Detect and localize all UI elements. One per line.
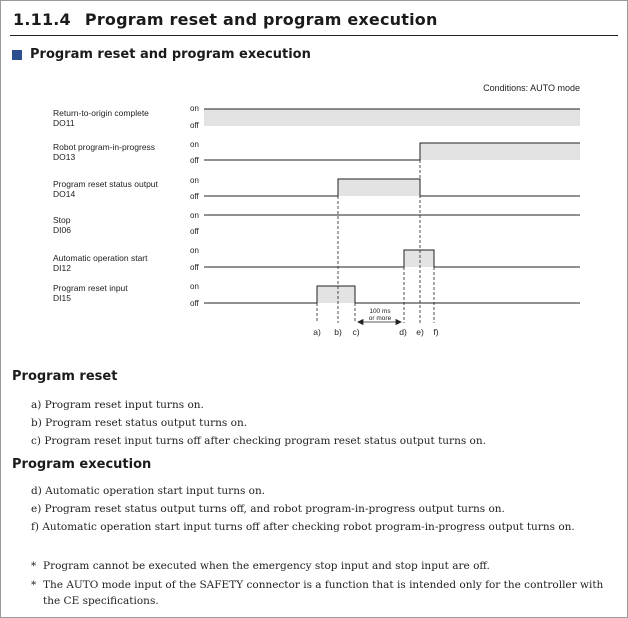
marker-label-a: a) (313, 327, 321, 337)
signal-name-di12: Automatic operation start (53, 253, 148, 263)
on-label-do11: on (190, 104, 199, 113)
shade-do14 (338, 179, 420, 196)
note-text: Program cannot be executed when the emergency stop input and stop input are off. (43, 560, 490, 572)
signal-name-di06: Stop (53, 215, 71, 225)
program-reset-item-b: b) Program reset status output turns on. (31, 417, 248, 429)
signal-name-do14: Program reset status output (53, 179, 158, 189)
program-execution-item-e: e) Program reset status output turns off, and robot program-in-progress output turns on. (31, 503, 505, 515)
off-label-di06: off (190, 227, 199, 236)
interval-arrow-right-icon (396, 320, 401, 325)
interval-label-2: or more (368, 315, 392, 322)
signal-code-do11: DO11 (53, 118, 75, 128)
signal-name-do11: Return-to-origin complete (53, 108, 149, 118)
signal-name-do13: Robot program-in-progress (53, 142, 156, 152)
program-execution-item-d: d) Automatic operation start input turns on. (31, 485, 266, 497)
signal-code-di15: DI15 (53, 293, 71, 303)
signal-code-do14: DO14 (53, 189, 76, 199)
signal-code-di12: DI12 (53, 263, 71, 273)
signal-code-di06: DI06 (53, 225, 71, 235)
off-label-do14: off (190, 192, 199, 201)
off-label-do13: off (190, 156, 199, 165)
program-reset-item-c: c) Program reset input turns off after checking program reset status output turns on. (31, 435, 486, 447)
on-label-di12: on (190, 246, 199, 255)
section-title: Program reset and program execution (84, 10, 438, 29)
marker-label-c: c) (352, 327, 360, 337)
shade-do13 (420, 143, 580, 160)
program-reset-title: Program reset (12, 369, 118, 384)
marker-label-e: e) (416, 327, 424, 337)
program-execution-title: Program execution (12, 457, 152, 472)
trace-di15 (204, 286, 580, 303)
interval-label-1: 100 ms (369, 308, 391, 315)
note-text: The AUTO mode input of the SAFETY connector is a function that is intended only for the controller with the CE specifications. (43, 579, 604, 607)
note-emergency-stop (31, 558, 611, 574)
shade-di15 (317, 286, 355, 303)
note-bullet: * (31, 579, 37, 591)
on-label-di15: on (190, 282, 199, 291)
marker-label-f: f) (433, 327, 439, 337)
signal-name-di15: Program reset input (53, 283, 128, 293)
marker-label-d: d) (399, 327, 407, 337)
program-reset-item-a: a) Program reset input turns on. (31, 399, 204, 411)
signal-code-do13: DO13 (53, 152, 76, 162)
shade-do11 (204, 109, 580, 126)
shade-di12 (404, 250, 434, 267)
marker-label-b: b) (334, 327, 342, 337)
section-number: 1.11.4 (13, 10, 71, 29)
note-auto-mode (31, 577, 611, 609)
off-label-do11: off (190, 121, 199, 130)
subheading-text: Program reset and program execution (30, 47, 311, 62)
conditions-label: Conditions: AUTO mode (483, 83, 580, 93)
on-label-do13: on (190, 140, 199, 149)
off-label-di15: off (190, 299, 199, 308)
interval-arrow-left-icon (358, 320, 363, 325)
note-bullet: * (31, 560, 37, 572)
trace-di12 (204, 250, 580, 267)
program-execution-item-f: f) Automatic operation start input turns off after checking robot program-in-progress output turns on. (31, 521, 575, 533)
on-label-di06: on (190, 211, 199, 220)
on-label-do14: on (190, 176, 199, 185)
off-label-di12: off (190, 263, 199, 272)
